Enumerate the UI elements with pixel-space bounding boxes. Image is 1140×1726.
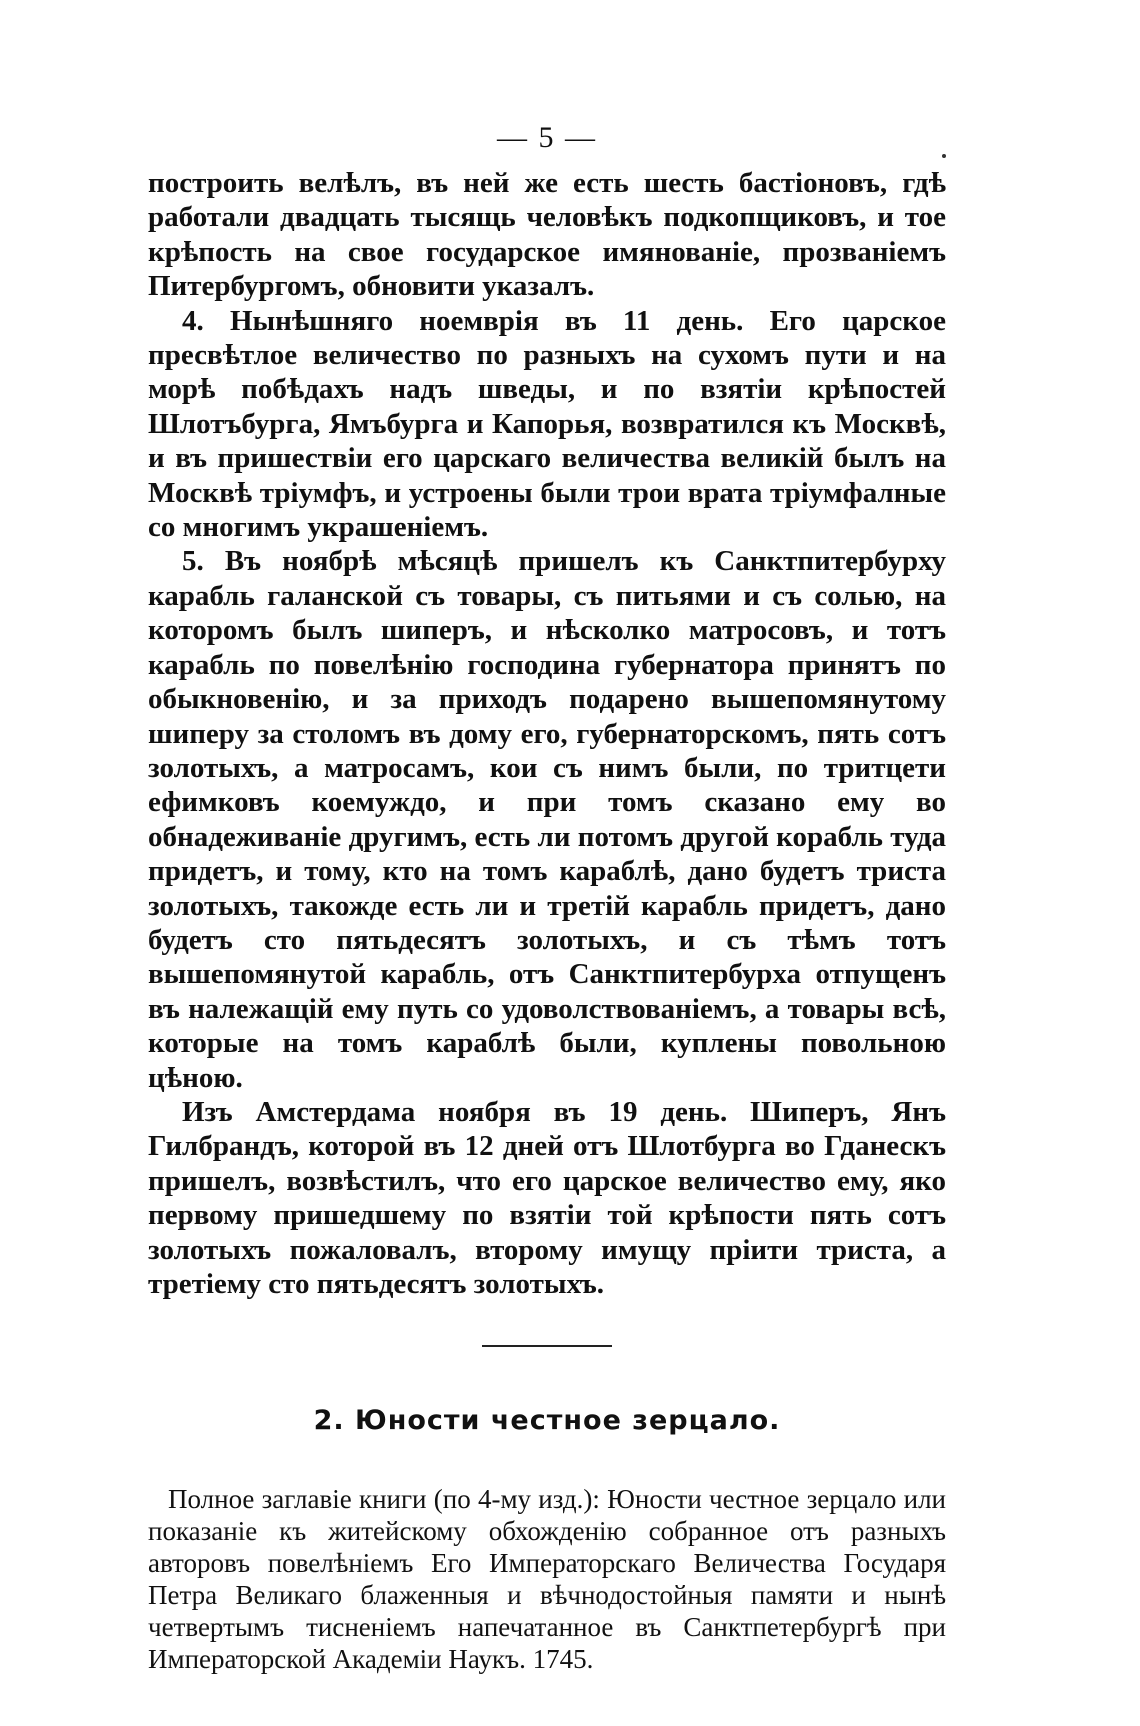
document-page [148, 118, 946, 1675]
paragraph-item-4: 4. Нынѣшняго ноемврія въ 11 день. Его царское пресвѣтлое величество по разныхъ на сухомъ пути и на морѣ побѣдахъ надъ шведы, и по взятіи крѣпостей Шлотъбурга, Ямъбурга и Капорья, возвратился къ Москвѣ, и въ пришествіи его царскаго величества великій былъ на Москвѣ тріумфъ, и устроены были трои врата тріумфалные со многимъ украшеніемъ. [148, 304, 946, 544]
book-title-note: Полное заглавіе книги (по 4-му изд.): Юности честное зерцало или показаніе къ житейскому обхожденію собранное отъ разныхъ авторовъ повелѣніемъ Его Императорскаго Величества Государя Петра Великаго блаженныя и вѣчнодостойныя памяти и нынѣ четвертымъ тисненіемъ напечатанное въ Санктпетербургѣ при Императорской Академіи Наукъ. 1745. [148, 1484, 946, 1675]
section-divider [482, 1345, 612, 1347]
page-number: — 5 — [497, 121, 597, 154]
section-title: 2. Юности честное зерцало. [313, 1405, 781, 1437]
paragraph-amsterdam: Изъ Амстердама ноября въ 19 день. Шиперъ, Янъ Гилбрандъ, которой въ 12 дней отъ Шлотбурга во Гданескъ пришелъ, возвѣстилъ, что его царское величество ему, яко первому пришедшему по взятіи той крѣпости пять сотъ золотыхъ пожаловалъ, второму имущу пріити триста, а третіему сто пятьдесятъ золотыхъ. [148, 1095, 946, 1300]
paragraph-item-5: 5. Въ ноябрѣ мѣсяцѣ пришелъ къ Санктпитербурху карабль галанской съ товары, съ питьями и съ солью, на которомъ былъ шиперъ, и нѣсколко матросовъ, и тотъ карабль по повелѣнію господина губернатора принятъ по обыкновенію, и за приходъ подарено вышепомянутому шиперу за столомъ въ дому его, губернаторскомъ, пять сотъ золотыхъ, а матросамъ, кои съ нимъ были, по тритцети ефимковъ коемуждо, и при томъ сказано ему во обнадеживаніе другимъ, есть ли потомъ другой корабль туда придетъ, и тому, кто на томъ караблѣ, дано будетъ триста золотыхъ, такожде есть ли и третій карабль придетъ, дано будетъ сто пятьдесятъ золотыхъ, и съ тѣмъ тотъ вышепомянутой карабль, отъ Санктпитербурха отпущенъ въ належащій ему путь со удоволствованіемъ, а товары всѣ, которые на томъ караблѣ были, куплены повольною цѣною. [148, 545, 946, 1094]
paragraph-continuation: построить велѣлъ, въ ней же есть шесть бастіоновъ, гдѣ работали двадцать тысящь человѣкъ подкопщиковъ, и тое крѣпость на свое государское имянованіе, прозваніемъ Питербургомъ, обновити указалъ. [148, 167, 946, 303]
